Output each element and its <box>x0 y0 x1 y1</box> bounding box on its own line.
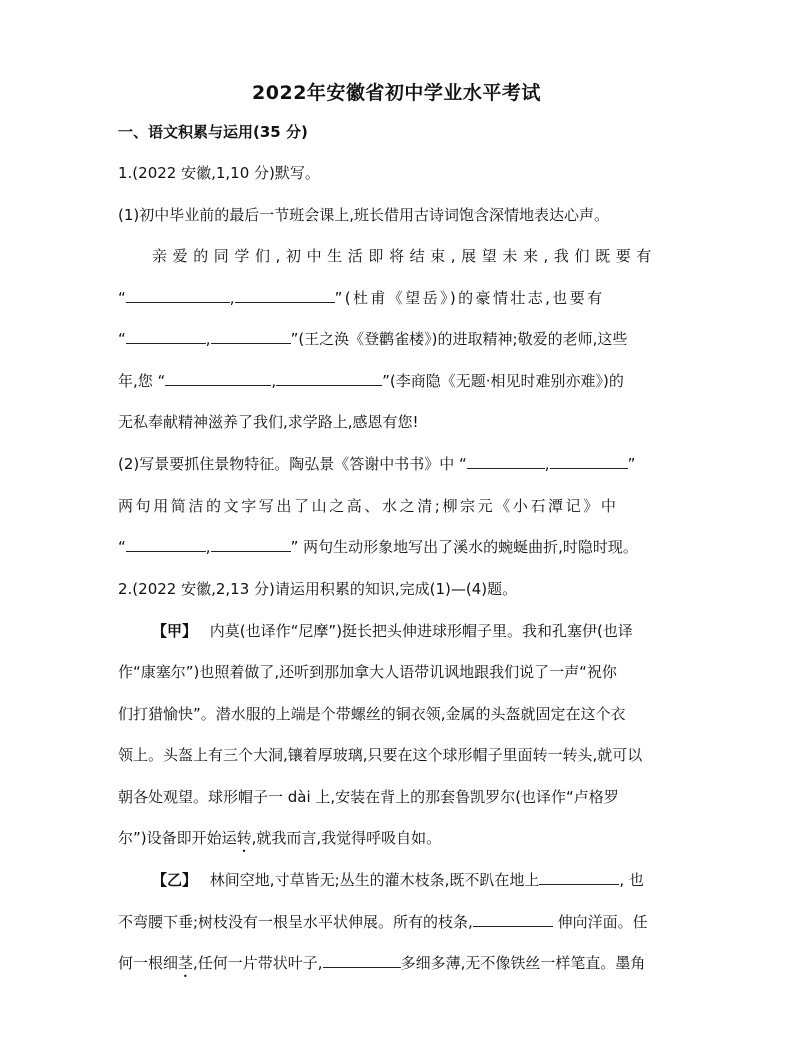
answer-blank[interactable] <box>211 329 291 344</box>
passage-line: 年,您 “ , ”(李商隐《无题·相见时难别亦难》)的 <box>118 372 624 390</box>
passage-jia-line: 们打猎愉快”。潜水服的上端是个带螺丝的铜衣领,金属的头盔就固定在这个衣 <box>118 705 626 723</box>
passage-line: “ , ” 两句生动形象地写出了溪水的蜿蜒曲折,时隐时现。 <box>118 538 638 556</box>
passage-jia-line: 【甲】 内莫(也译作“尼摩”)挺长把头伸进球形帽子里。我和孔塞伊(也译 <box>152 622 633 640</box>
passage-tag: 【乙】 <box>152 871 198 889</box>
question-2-heading: 2.(2022 安徽,2,13 分)请运用积累的知识,完成(1)—(4)题。 <box>118 580 518 598</box>
passage-yi-line: 【乙】 林间空地,寸草皆无;丛生的灌木枝条,既不趴在地上 , 也 <box>152 871 644 889</box>
answer-blank[interactable] <box>126 288 230 303</box>
passage-yi-line: 何一根细茎,任何一片带状叶子, 多细多薄,无不像铁丝一样笔直。墨角 <box>118 954 646 972</box>
answer-blank[interactable] <box>550 454 628 469</box>
answer-blank[interactable] <box>126 537 206 552</box>
passage-jia-line: 尔”)设备即开始运转,就我而言,我觉得呼吸自如。 <box>118 829 442 847</box>
answer-blank[interactable] <box>126 329 206 344</box>
emphasis-char: 转 <box>236 829 252 847</box>
passage-line: 亲爱的同学们,初中生活即将结束,展望未来,我们既要有 <box>152 247 657 265</box>
passage-jia-line: 作“康塞尔”)也照着做了,还听到那加拿大人语带讥讽地跟我们说了一声“祝你 <box>118 663 617 681</box>
passage-line: “ , ”(杜甫《望岳》)的豪情壮志,也要有 <box>118 289 605 307</box>
answer-blank[interactable] <box>276 371 382 386</box>
question-1-part-2: (2)写景要抓住景物特征。陶弘景《答谢中书书》中 “ , ” <box>118 455 636 473</box>
answer-blank[interactable] <box>323 953 401 968</box>
page-title: 2022年安徽省初中学业水平考试 <box>252 82 541 104</box>
answer-blank[interactable] <box>467 454 545 469</box>
passage-jia-line: 朝各处观望。球形帽子一 dài 上,安装在背上的那套鲁凯罗尔(也译作“卢格罗 <box>118 788 619 806</box>
passage-line: 两句用简洁的文字写出了山之高、水之清;柳宗元《小石潭记》中 <box>118 497 619 515</box>
answer-blank[interactable] <box>539 870 619 885</box>
answer-blank[interactable] <box>473 912 553 927</box>
answer-blank[interactable] <box>235 288 335 303</box>
emphasis-char: 茎 <box>178 954 194 972</box>
question-1-part-1: (1)初中毕业前的最后一节班会课上,班长借用古诗词饱含深情地表达心声。 <box>118 206 610 224</box>
question-1-heading: 1.(2022 安徽,1,10 分)默写。 <box>118 164 320 182</box>
section-heading: 一、语文积累与运用(35 分) <box>118 123 308 141</box>
answer-blank[interactable] <box>211 537 291 552</box>
passage-line: 无私奉献精神滋养了我们,求学路上,感恩有您! <box>118 413 419 431</box>
passage-tag: 【甲】 <box>152 622 198 640</box>
passage-jia-line: 领上。头盔上有三个大洞,镶着厚玻璃,只要在这个球形帽子里面转一转头,就可以 <box>118 746 643 764</box>
passage-yi-line: 不弯腰下垂;树枝没有一根呈水平状伸展。所有的枝条, 伸向洋面。任 <box>118 913 648 931</box>
answer-blank[interactable] <box>165 371 271 386</box>
passage-line: “ , ”(王之涣《登鹳雀楼》)的进取精神;敬爱的老师,这些 <box>118 330 628 348</box>
